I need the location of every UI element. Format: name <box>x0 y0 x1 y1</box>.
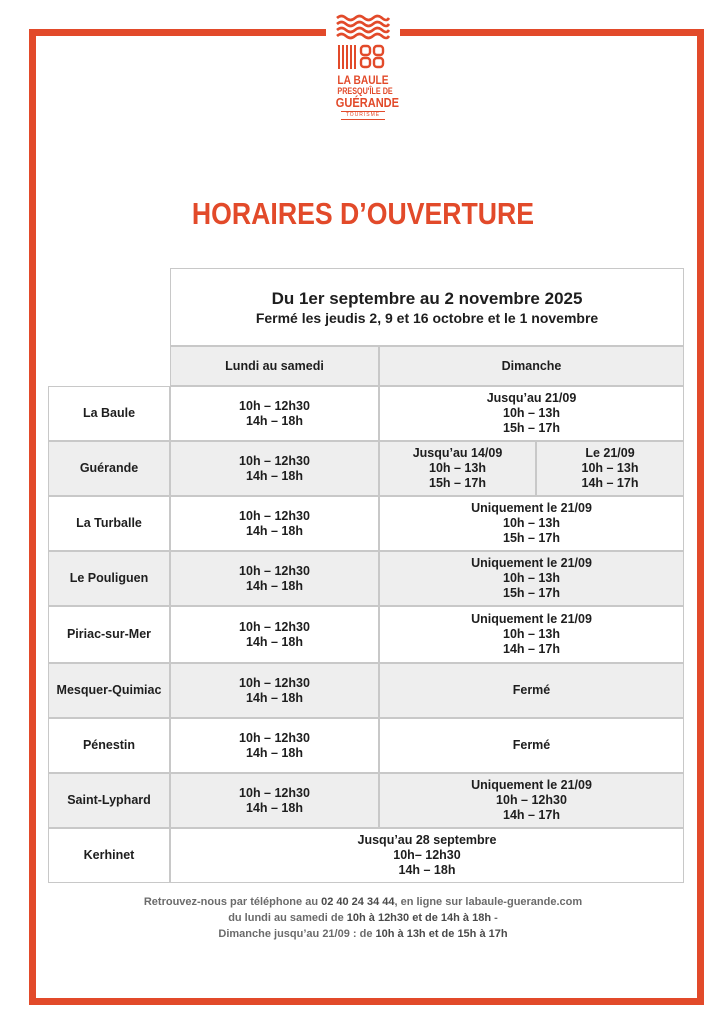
phone-number: 02 40 24 34 44 <box>321 896 395 908</box>
office-name: Guérande <box>48 441 170 496</box>
all-days-hours: Jusqu’au 28 septembre 10h– 12h30 14h – 18h <box>170 828 684 883</box>
weekday-hours: 10h – 12h30 14h – 18h <box>170 773 379 828</box>
weekday-hours: 10h – 12h30 14h – 18h <box>170 606 379 663</box>
sunday-hours: Uniquement le 21/09 10h – 13h 14h – 17h <box>379 606 684 663</box>
brand-line-1: LA BAULE <box>337 73 389 87</box>
office-name: La Baule <box>48 386 170 441</box>
sunday-hours-date: Le 21/09 10h – 13h 14h – 17h <box>536 441 684 496</box>
weekday-hours: 10h – 12h30 14h – 18h <box>170 551 379 606</box>
brand-logo <box>331 14 400 154</box>
office-name: Kerhinet <box>48 828 170 883</box>
sunday-hours: Jusqu’au 21/09 10h – 13h 15h – 17h <box>379 386 684 441</box>
weekday-hours: 10h – 12h30 14h – 18h <box>170 441 379 496</box>
office-name: Piriac-sur-Mer <box>48 606 170 663</box>
weekday-hours: 10h – 12h30 14h – 18h <box>170 718 379 773</box>
office-name: Pénestin <box>48 718 170 773</box>
waves-logo-icon <box>335 14 391 44</box>
period-main: Du 1er septembre au 2 novembre 2025 <box>271 288 583 308</box>
sunday-hours: Uniquement le 21/09 10h – 13h 15h – 17h <box>379 551 684 606</box>
office-name: Saint-Lyphard <box>48 773 170 828</box>
period-sub: Fermé les jeudis 2, 9 et 16 octobre et le 1 novembre <box>255 309 599 326</box>
bars-logo-icon <box>335 44 391 70</box>
column-header-weekdays: Lundi au samedi <box>170 346 379 386</box>
column-header-sunday: Dimanche <box>379 346 684 386</box>
weekday-hours: 10h – 12h30 14h – 18h <box>170 663 379 718</box>
weekday-hours: 10h – 12h30 14h – 18h <box>170 496 379 551</box>
period-header <box>170 268 684 346</box>
brand-line-2: PRESQU'ÎLE DE <box>337 86 393 96</box>
brand-line-4: TOURISME <box>341 111 385 120</box>
office-name: Le Pouliguen <box>48 551 170 606</box>
page-title: HORAIRES D’OUVERTURE <box>191 196 535 231</box>
sunday-hours: Fermé <box>379 718 684 773</box>
footer-line-2: du lundi au samedi de 10h à 12h30 et de 14h à 18h - <box>228 912 498 924</box>
footer-info <box>0 894 726 942</box>
sunday-hours-until: Jusqu’au 14/09 10h – 13h 15h – 17h <box>379 441 536 496</box>
office-name: La Turballe <box>48 496 170 551</box>
sunday-hours: Uniquement le 21/09 10h – 12h30 14h – 17h <box>379 773 684 828</box>
office-name: Mesquer-Quimiac <box>48 663 170 718</box>
brand-line-3: GUÉRANDE <box>335 95 400 110</box>
sunday-hours: Fermé <box>379 663 684 718</box>
footer-line-1: Retrouvez-nous par téléphone au 02 40 24 34 44, en ligne sur labaule-guerande.com <box>143 896 583 908</box>
footer-line-3: Dimanche jusqu’au 21/09 : de 10h à 13h et de 15h à 17h <box>218 928 508 940</box>
weekday-hours: 10h – 12h30 14h – 18h <box>170 386 379 441</box>
sunday-hours: Uniquement le 21/09 10h – 13h 15h – 17h <box>379 496 684 551</box>
